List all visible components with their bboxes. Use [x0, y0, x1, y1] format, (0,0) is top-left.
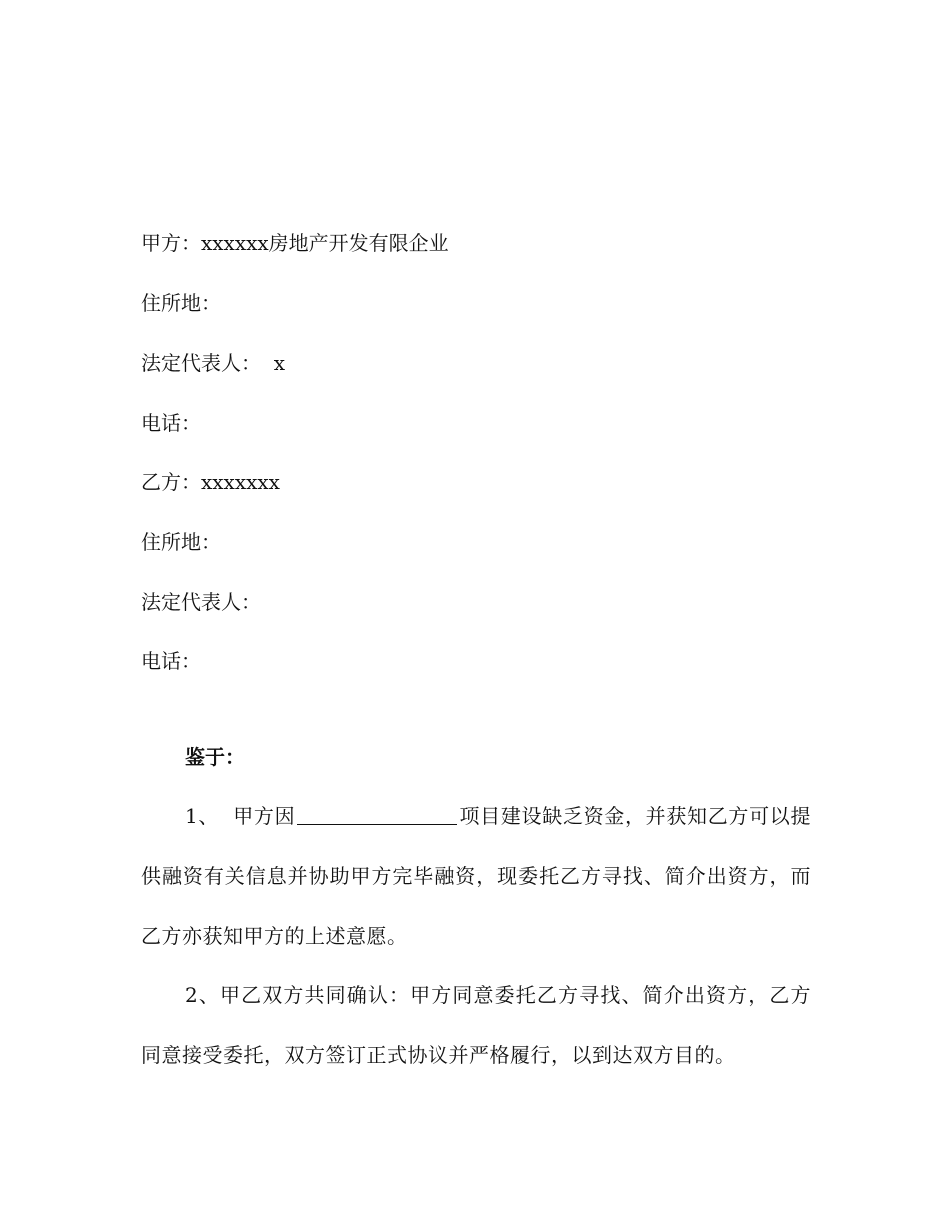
- party-a-name: 甲方：xxxxxx房地产开发有限企业: [141, 231, 449, 255]
- whereas-clause-1: [141, 786, 811, 966]
- party-b-name: 乙方：xxxxxxx: [141, 470, 280, 494]
- party-b-address: 住所地：: [141, 530, 221, 554]
- clause-1-text: 项目建设缺乏资金，并获知乙方可以提供融资有关信息并协助甲方完毕融资，现委托乙方寻找、简介出资方，而乙方亦获知甲方的上述意愿。: [141, 804, 811, 948]
- project-name-blank: [297, 804, 457, 825]
- party-a-phone: 电话：: [141, 411, 201, 435]
- party-b-representative: 法定代表人：: [141, 590, 261, 614]
- party-b-phone: 电话：: [141, 649, 201, 673]
- whereas-clause-2: 2、甲乙双方共同确认：甲方同意委托乙方寻找、简介出资方，乙方同意接受委托，双方签订正式协议并严格履行，以到达双方目的。: [141, 983, 811, 1067]
- whereas-heading: 鉴于：: [185, 745, 245, 769]
- party-a-representative: 法定代表人： x: [141, 351, 285, 375]
- party-a-address: 住所地：: [141, 291, 221, 315]
- clause-1-prefix: 1、 甲方因: [185, 804, 296, 828]
